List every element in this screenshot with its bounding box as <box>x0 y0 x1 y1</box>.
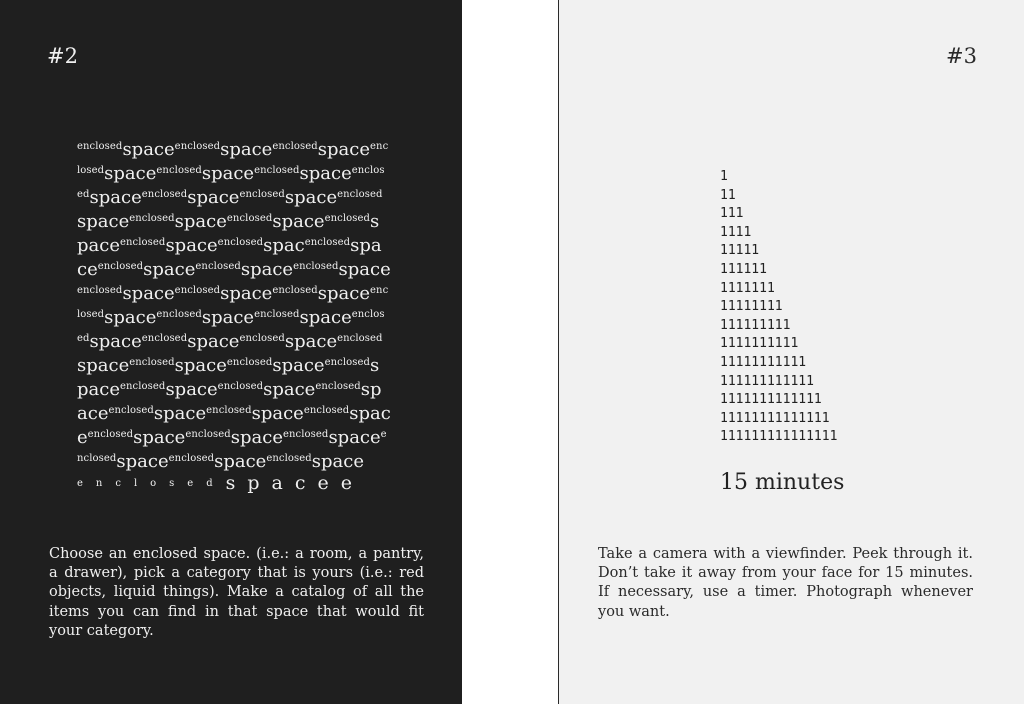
page-number-left: #2 <box>47 44 78 68</box>
poem-line <box>77 279 397 303</box>
poem-word-space: space <box>272 211 325 231</box>
poem-word-space: space <box>201 307 255 327</box>
poem-word-enclosed: enclosed <box>141 189 188 200</box>
poem-line <box>77 471 397 495</box>
poem-word-space: space <box>220 139 273 159</box>
ones-row: 11 <box>720 187 736 203</box>
poem-word-space: space <box>201 163 255 183</box>
poem-word-enclosed: enclos <box>351 165 385 176</box>
poem-word-enclosed: enclosed <box>120 381 166 392</box>
poem-word-enclosed: enclosed <box>303 405 350 416</box>
poem-word-space: e <box>77 427 88 447</box>
poem-line <box>77 399 397 423</box>
poem-word-space: space <box>272 355 325 375</box>
poem-word-enclosed: ed <box>77 189 90 200</box>
poem-word-enclosed: enclosed <box>217 381 264 392</box>
poem-word-enclosed: enclosed <box>272 141 318 152</box>
ones-triangle <box>720 168 837 447</box>
poem-word-enclosed: enclosed <box>156 309 202 320</box>
poem-line <box>77 255 397 279</box>
ones-row: 1 <box>720 169 728 184</box>
page-gutter <box>462 0 558 704</box>
poem-line <box>77 351 397 375</box>
poem-word-space: space <box>299 307 352 327</box>
poem-word-enclosed: enclosed <box>168 453 215 464</box>
ones-row: 11111111111 <box>720 354 807 370</box>
poem-word-enclosed: enclosed <box>324 357 371 368</box>
poem-word-space: spacee <box>225 472 365 494</box>
poem-word-enclosed: enclosed <box>337 189 383 200</box>
poem-word-enclosed: enclosed <box>129 357 175 368</box>
ones-row: 111111111111 <box>720 373 814 389</box>
poem-word-space: sp <box>360 379 382 399</box>
poem-word-enclosed: enclosed <box>77 478 226 489</box>
poem-line <box>77 207 397 231</box>
poem-word-space: space <box>133 427 186 447</box>
poem-word-space: space <box>263 379 316 399</box>
concrete-poem <box>77 135 397 495</box>
right-page <box>558 0 1024 704</box>
poem-word-enclosed: enclosed <box>239 333 285 344</box>
poem-line <box>77 135 397 159</box>
ones-row: 11111111111111 <box>720 410 830 426</box>
poem-word-space: space <box>284 331 338 351</box>
poem-word-space: space <box>89 187 142 207</box>
poem-line <box>77 447 397 471</box>
poem-word-space: space <box>122 139 175 159</box>
poem-word-space: space <box>187 331 240 351</box>
poem-word-space: space <box>153 403 207 423</box>
poem-word-enclosed: enclosed <box>315 381 361 392</box>
instructions-right: Take a camera with a viewfinder. Peek through it. Don’t take it away from your face for 15 minutes. If necessary, use a timer. Photograph whenever you want. <box>598 546 973 620</box>
poem-word-space: space <box>116 451 169 471</box>
poem-line <box>77 183 397 207</box>
poem-line <box>77 159 397 183</box>
poem-word-enclosed: enclosed <box>266 453 312 464</box>
poem-word-space: space <box>104 307 157 327</box>
poem-word-space: space <box>174 211 227 231</box>
poem-word-space: space <box>165 379 218 399</box>
poem-word-space: space <box>251 403 304 423</box>
poem-word-space: spac <box>263 235 305 255</box>
poem-word-space: s <box>370 211 380 231</box>
poem-word-space: space <box>165 235 218 255</box>
poem-line <box>77 303 397 327</box>
poem-word-enclosed: enclosed <box>304 237 351 248</box>
poem-line <box>77 231 397 255</box>
poem-word-enclosed: enclosed <box>226 213 273 224</box>
poem-word-space: space <box>311 451 364 471</box>
ones-row: 1111111 <box>720 280 775 296</box>
poem-word-enclosed: enclosed <box>174 285 221 296</box>
poem-word-enclosed: enclosed <box>254 165 300 176</box>
poem-word-enclosed: ed <box>77 333 90 344</box>
poem-word-enclosed: enclosed <box>141 333 188 344</box>
instructions-left: Choose an enclosed space. (i.e.: a room, a pantry, a drawer), pick a category that is yours (i.e.: red objects, liquid things). Make a catalog of all the items you can find in that space that would fit your category. <box>49 546 424 639</box>
poem-word-enclosed: enclosed <box>283 429 329 440</box>
poem-word-space: space <box>89 331 142 351</box>
poem-word-space: space <box>317 139 371 159</box>
ones-row: 11111 <box>720 243 760 259</box>
poem-word-enclosed: enclosed <box>77 285 123 296</box>
poem-word-enclosed: enclosed <box>206 405 252 416</box>
poem-word-space: space <box>284 187 338 207</box>
duration-label: 15 minutes <box>720 470 845 495</box>
poem-word-enclosed: enclosed <box>239 189 285 200</box>
poem-word-space: spa <box>350 235 382 255</box>
poem-word-enclosed: enclosed <box>120 237 166 248</box>
ones-row: 1111 <box>720 224 752 240</box>
poem-word-space: spac <box>349 403 391 423</box>
poem-word-enclosed: nclosed <box>77 453 117 464</box>
left-page <box>0 0 462 704</box>
poem-word-space: pace <box>77 235 120 255</box>
poem-word-enclosed: enclos <box>351 309 385 320</box>
ones-row: 11111111 <box>720 299 783 315</box>
poem-word-enclosed: enclosed <box>108 405 154 416</box>
poem-word-space: pace <box>77 379 120 399</box>
ones-row: 111 <box>720 206 744 222</box>
ones-row: 111111111 <box>720 317 791 333</box>
ones-row: 1111111111111 <box>720 392 822 408</box>
poem-word-enclosed: enc <box>370 285 389 296</box>
poem-word-space: space <box>174 355 227 375</box>
poem-line <box>77 327 397 351</box>
ones-row: 111111111111111 <box>720 429 838 445</box>
poem-word-space: space <box>317 283 371 303</box>
poem-word-enclosed: losed <box>77 309 105 320</box>
ones-row: 1111111111 <box>720 336 799 352</box>
poem-word-enclosed: enclosed <box>174 141 221 152</box>
poem-word-enclosed: enclosed <box>129 213 175 224</box>
poem-word-enclosed: enclosed <box>87 429 134 440</box>
poem-word-enclosed: losed <box>77 165 105 176</box>
poem-word-enclosed: enclosed <box>185 429 231 440</box>
poem-word-space: ce <box>77 259 98 279</box>
poem-word-enclosed: enclosed <box>226 357 273 368</box>
poem-word-space: space <box>214 451 267 471</box>
poem-word-enclosed: enclosed <box>337 333 383 344</box>
poem-word-space: space <box>328 427 381 447</box>
poem-line <box>77 423 397 447</box>
page-number-right: #3 <box>946 44 977 68</box>
poem-word-enclosed: enclosed <box>293 261 339 272</box>
poem-word-space: space <box>187 187 240 207</box>
poem-line <box>77 375 397 399</box>
poem-word-space: space <box>299 163 352 183</box>
poem-word-space: space <box>143 259 196 279</box>
poem-word-space: space <box>338 259 391 279</box>
poem-word-enclosed: enclosed <box>195 261 241 272</box>
poem-word-enclosed: enc <box>370 141 389 152</box>
poem-word-enclosed: enclosed <box>77 141 123 152</box>
poem-word-enclosed: enclosed <box>254 309 300 320</box>
poem-word-enclosed: enclosed <box>217 237 264 248</box>
poem-word-space: s <box>370 355 380 375</box>
poem-word-space: space <box>77 355 130 375</box>
poem-word-space: space <box>104 163 157 183</box>
poem-word-enclosed: enclosed <box>272 285 318 296</box>
poem-word-enclosed: enclosed <box>156 165 202 176</box>
poem-word-space: space <box>230 427 283 447</box>
poem-word-space: space <box>240 259 294 279</box>
poem-word-space: space <box>220 283 273 303</box>
poem-word-enclosed: e <box>380 429 387 440</box>
poem-word-space: space <box>122 283 175 303</box>
poem-word-enclosed: enclosed <box>324 213 371 224</box>
poem-word-space: ace <box>77 403 109 423</box>
poem-word-enclosed: enclosed <box>97 261 144 272</box>
ones-row: 111111 <box>720 261 767 277</box>
poem-word-space: space <box>77 211 130 231</box>
